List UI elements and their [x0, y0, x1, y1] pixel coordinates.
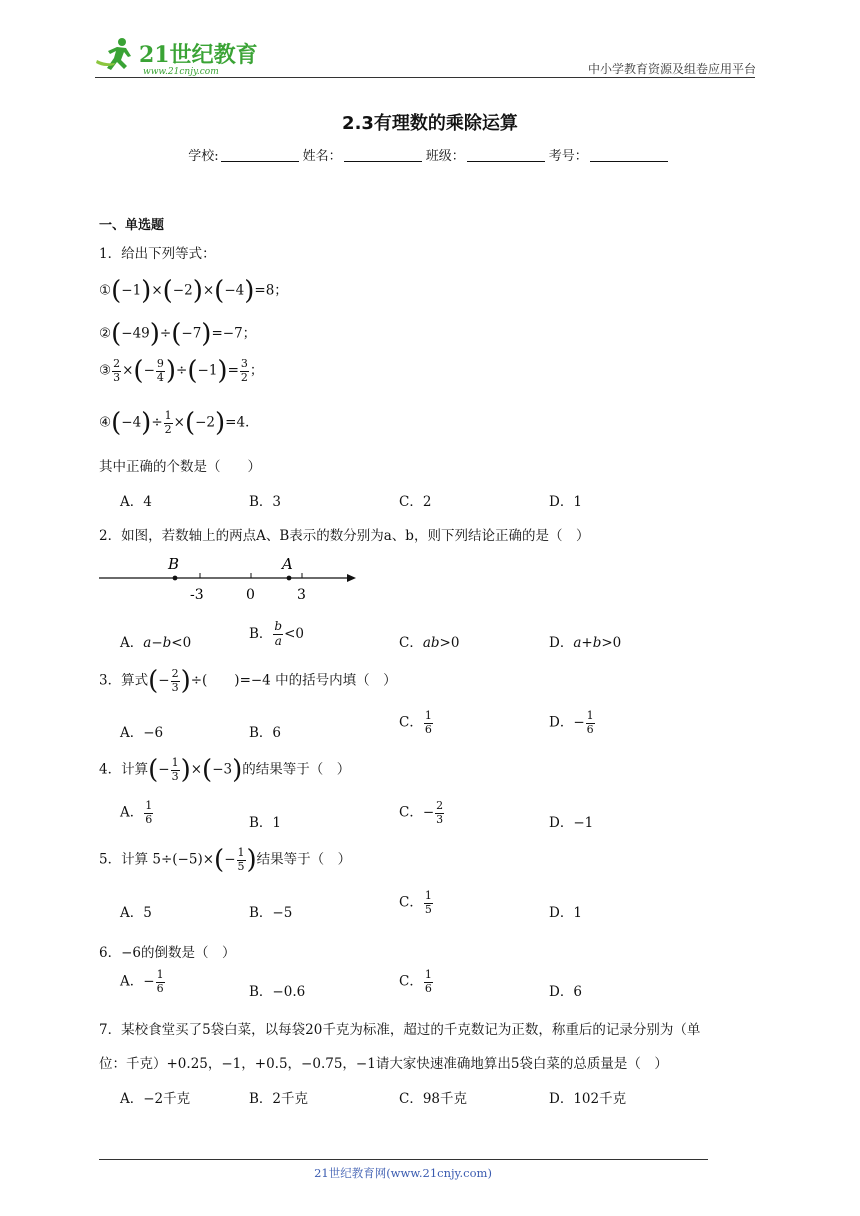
runner-icon — [96, 38, 131, 70]
tick-3: 3 — [297, 587, 306, 603]
question-1-stem: 1．给出下列等式： — [99, 246, 216, 262]
point-a — [287, 576, 292, 581]
number-blank[interactable] — [590, 149, 668, 162]
question-3-stem: 3．算式(− $\frac{2}{3}$ )÷( )=−4 中的括号内填（ ） — [99, 666, 397, 697]
point-b — [173, 576, 178, 581]
q2-option-c[interactable]: C．ab>0 — [399, 635, 460, 651]
tick-0: 0 — [246, 587, 255, 603]
q4-option-b[interactable]: B．1 — [249, 815, 282, 831]
label-a: A — [282, 556, 293, 573]
q6-option-d[interactable]: D．6 — [549, 984, 582, 1000]
q1-option-a[interactable]: A．4 — [120, 494, 152, 510]
q7-option-c[interactable]: C．98千克 — [399, 1091, 468, 1107]
q1-item-1: ①(−1)×(−2)×(−4)=8； — [99, 276, 288, 306]
logo-text: 21世纪教育 — [139, 42, 258, 68]
q4-option-c[interactable]: C．− $\frac{2}{3}$ — [399, 799, 444, 826]
q3-option-a[interactable]: A．−6 — [120, 725, 164, 741]
q3-option-d[interactable]: D．− $\frac{1}{6}$ — [549, 709, 594, 736]
footer-divider — [99, 1159, 708, 1160]
question-5-stem: 5．计算 5÷(−5)×(− $\frac{1}{5}$ )结果等于（ ） — [99, 845, 352, 876]
q2-option-d[interactable]: D．a+b>0 — [549, 635, 622, 651]
footer-link[interactable]: 21世纪教育网(www.21cnjy.com) — [314, 1166, 492, 1180]
arrow-head-icon — [347, 574, 356, 582]
header-divider — [95, 77, 755, 78]
q2-option-a[interactable]: A．a−b<0 — [120, 635, 192, 651]
q4-option-d[interactable]: D．−1 — [549, 815, 594, 831]
q1-option-d[interactable]: D．1 — [549, 494, 582, 510]
logo-url: www.21cnjy.com — [143, 67, 219, 77]
q6-option-a[interactable]: A．− $\frac{1}{6}$ — [120, 968, 164, 995]
section-heading: 一、单选题 — [99, 218, 165, 233]
class-label: 班级： — [425, 149, 465, 164]
q5-option-d[interactable]: D．1 — [549, 905, 582, 921]
q1-item-2: ②(−49)÷(−7)=−7； — [99, 319, 257, 349]
q5-option-c[interactable]: C． $\frac{1}{5}$ — [399, 889, 432, 916]
q5-option-a[interactable]: A．5 — [120, 905, 152, 921]
question-7-stem-line1: 7．某校食堂买了5袋白菜，以每袋20千克为标准，超过的千克数记为正数，称重后的记录分别为（单 — [99, 1022, 701, 1038]
q5-option-b[interactable]: B．−5 — [249, 905, 293, 921]
q3-option-c[interactable]: C． $\frac{1}{6}$ — [399, 709, 432, 736]
name-label: 姓名： — [302, 149, 342, 164]
question-7-stem-line2: 位：千克）+0.25，−1，+0.5，−0.75，−1请大家快速准确地算出5袋白菜的总质量是（ ） — [99, 1056, 668, 1072]
q7-option-a[interactable]: A．−2千克 — [120, 1091, 191, 1107]
q1-item-4: ④(−4)÷ $\frac{1}{2}$ ×(−2)=4． — [99, 408, 259, 439]
tick-neg3: -3 — [190, 587, 204, 603]
q4-option-a[interactable]: A． $\frac{1}{6}$ — [120, 799, 153, 826]
q2-option-b[interactable]: B． $\frac{b}{a}$ <0 — [249, 619, 305, 648]
name-blank[interactable] — [344, 149, 422, 162]
q6-option-c[interactable]: C． $\frac{1}{6}$ — [399, 968, 432, 995]
number-label: 考号： — [548, 149, 588, 164]
question-1-tail: 其中正确的个数是（ ） — [99, 459, 261, 475]
site-logo — [95, 36, 260, 78]
number-line-figure — [99, 556, 361, 610]
platform-name: 中小学教育资源及组卷应用平台 — [587, 62, 756, 76]
school-blank[interactable] — [221, 149, 299, 162]
q1-option-b[interactable]: B．3 — [249, 494, 282, 510]
student-info — [0, 145, 860, 164]
page-title: 2.3有理数的乘除运算 — [342, 113, 518, 134]
question-2-stem: 2．如图，若数轴上的两点A、B表示的数分别为a、b，则下列结论正确的是（ ） — [99, 528, 590, 544]
q7-option-b[interactable]: B．2千克 — [249, 1091, 309, 1107]
question-4-stem: 4．计算(− $\frac{1}{3}$ )×(−3)的结果等于（ ） — [99, 755, 351, 786]
class-blank[interactable] — [467, 149, 545, 162]
question-6-stem: 6．−6的倒数是（ ） — [99, 945, 236, 961]
school-label: 学校: — [188, 149, 219, 164]
q1-option-c[interactable]: C．2 — [399, 494, 432, 510]
label-b: B — [168, 556, 180, 573]
q3-option-b[interactable]: B．6 — [249, 725, 282, 741]
q1-item-3: ③ $\frac{2}{3}$ ×(− $\frac{9}{4}$ )÷(−1)= $\frac{3}{2}$ ； — [99, 356, 264, 387]
q6-option-b[interactable]: B．−0.6 — [249, 984, 306, 1000]
q7-option-d[interactable]: D．102千克 — [549, 1091, 627, 1107]
